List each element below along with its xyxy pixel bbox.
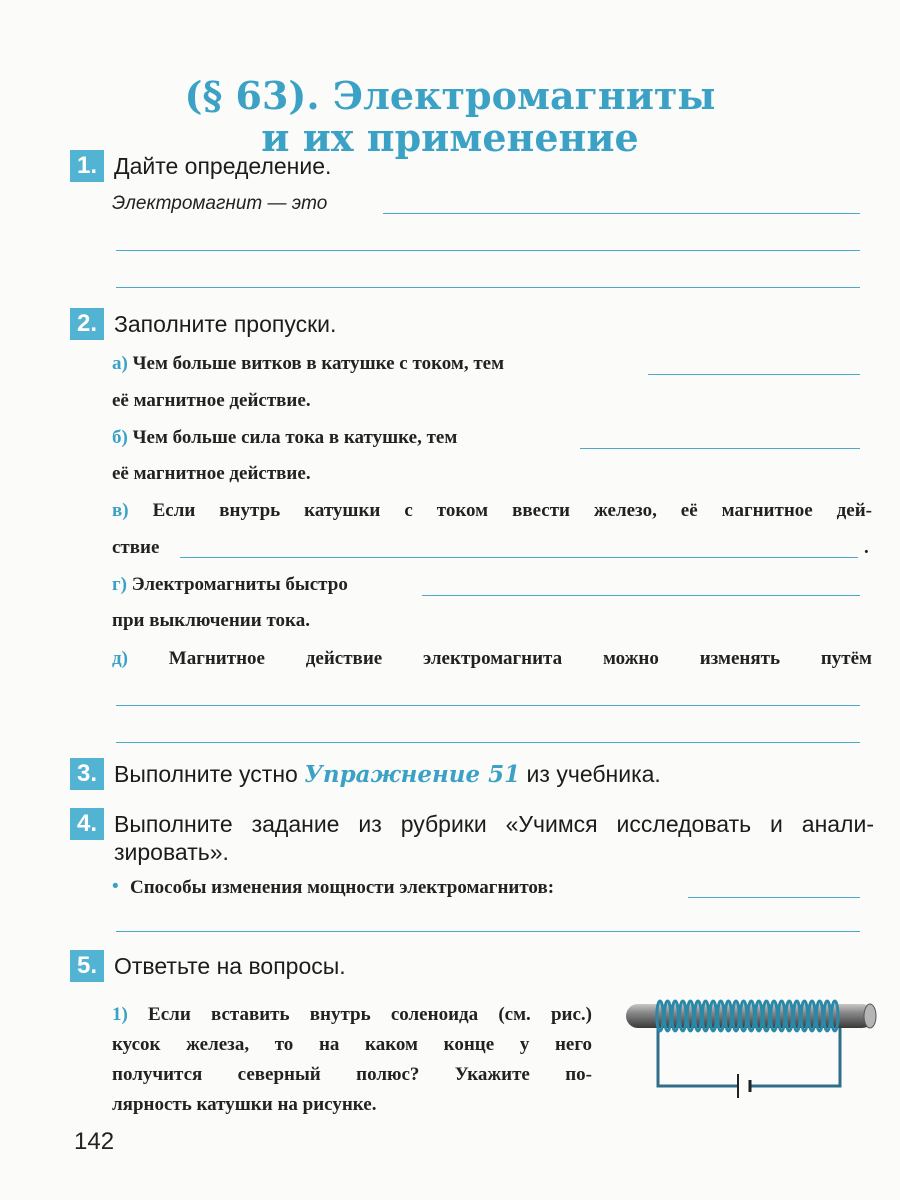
bullet-icon: • bbox=[112, 876, 119, 897]
item-v-period: . bbox=[864, 537, 869, 558]
answer-line[interactable] bbox=[180, 557, 858, 558]
question-1-label: 1) bbox=[112, 1004, 128, 1025]
item-g-label: г) bbox=[112, 574, 127, 595]
item-v-text: Если внутрь катушки с током ввести железо, её магнитное дей- bbox=[152, 500, 873, 521]
answer-line[interactable] bbox=[116, 742, 860, 743]
item-b-text: Чем больше сила тока в катушке, тем bbox=[132, 427, 458, 448]
solenoid-figure bbox=[620, 996, 882, 1108]
item-g-text: Электромагниты быстро bbox=[131, 574, 348, 595]
item-g bbox=[112, 573, 348, 597]
task-1-prompt: Электромагнит — это bbox=[112, 193, 328, 214]
task-4-heading-line-2: зировать». bbox=[114, 839, 229, 865]
item-b bbox=[112, 426, 457, 450]
exercise-reference: Упражнение 51 bbox=[304, 761, 521, 788]
answer-line[interactable] bbox=[580, 448, 860, 449]
item-d-text: Магнитное действие электромагнита можно изменять путём bbox=[168, 648, 873, 669]
item-v-continuation: ствие bbox=[112, 537, 160, 558]
question-1 bbox=[112, 1000, 592, 1120]
task-4-heading-line-1: Выполните задание из рубрики «Учимся исследовать и анали- bbox=[114, 811, 874, 837]
item-d bbox=[112, 647, 872, 671]
answer-line[interactable] bbox=[422, 595, 860, 596]
item-v-label: в) bbox=[112, 500, 129, 521]
question-1-line-3: получится северный полюс? Укажите по- bbox=[112, 1064, 592, 1085]
task-5-heading: Ответьте на вопросы. bbox=[114, 953, 346, 979]
task-1-heading: Дайте определение. bbox=[114, 153, 332, 179]
item-a-label: а) bbox=[112, 353, 128, 374]
task-3-number: 3. bbox=[70, 758, 104, 790]
item-g-continuation: при выключении тока. bbox=[112, 610, 310, 631]
answer-line[interactable] bbox=[116, 287, 860, 288]
item-b-continuation: её магнитное действие. bbox=[112, 463, 311, 484]
answer-line[interactable] bbox=[648, 374, 860, 375]
page-title-line-2: и их применение bbox=[261, 115, 639, 160]
question-1-line-4: лярность катушки на рисунке. bbox=[112, 1094, 377, 1115]
item-b-label: б) bbox=[112, 427, 128, 448]
answer-line[interactable] bbox=[116, 705, 860, 706]
page-number: 142 bbox=[74, 1128, 115, 1155]
answer-line[interactable] bbox=[116, 931, 860, 932]
answer-line[interactable] bbox=[116, 250, 860, 251]
task-3-text-after: из учебника. bbox=[520, 761, 661, 787]
item-v bbox=[112, 499, 872, 523]
task-2-heading: Заполните пропуски. bbox=[114, 311, 337, 337]
task-2-number: 2. bbox=[70, 308, 104, 340]
item-a-continuation: её магнитное действие. bbox=[112, 390, 311, 411]
page-title-line-1: (§ 63). Электромагниты bbox=[184, 73, 716, 118]
item-a-text: Чем больше витков в катушке с током, тем bbox=[132, 353, 505, 374]
task-3-text-before: Выполните устно bbox=[114, 761, 305, 787]
item-d-label: д) bbox=[112, 648, 128, 669]
question-1-line-2: кусок железа, то на каком конце у него bbox=[112, 1034, 592, 1055]
answer-line[interactable] bbox=[383, 213, 860, 214]
task-1-number: 1. bbox=[70, 150, 104, 182]
question-1-line-1: 1) Если вставить внутрь соленоида (см. рис.) bbox=[112, 1004, 593, 1025]
rod-end bbox=[864, 1004, 876, 1028]
answer-line[interactable] bbox=[688, 897, 860, 898]
task-4-item: Способы изменения мощности электромагнитов: bbox=[130, 877, 555, 898]
task-5-number: 5. bbox=[70, 950, 104, 982]
item-a bbox=[112, 352, 504, 376]
task-3-heading bbox=[114, 759, 661, 790]
task-4-number: 4. bbox=[70, 808, 104, 840]
